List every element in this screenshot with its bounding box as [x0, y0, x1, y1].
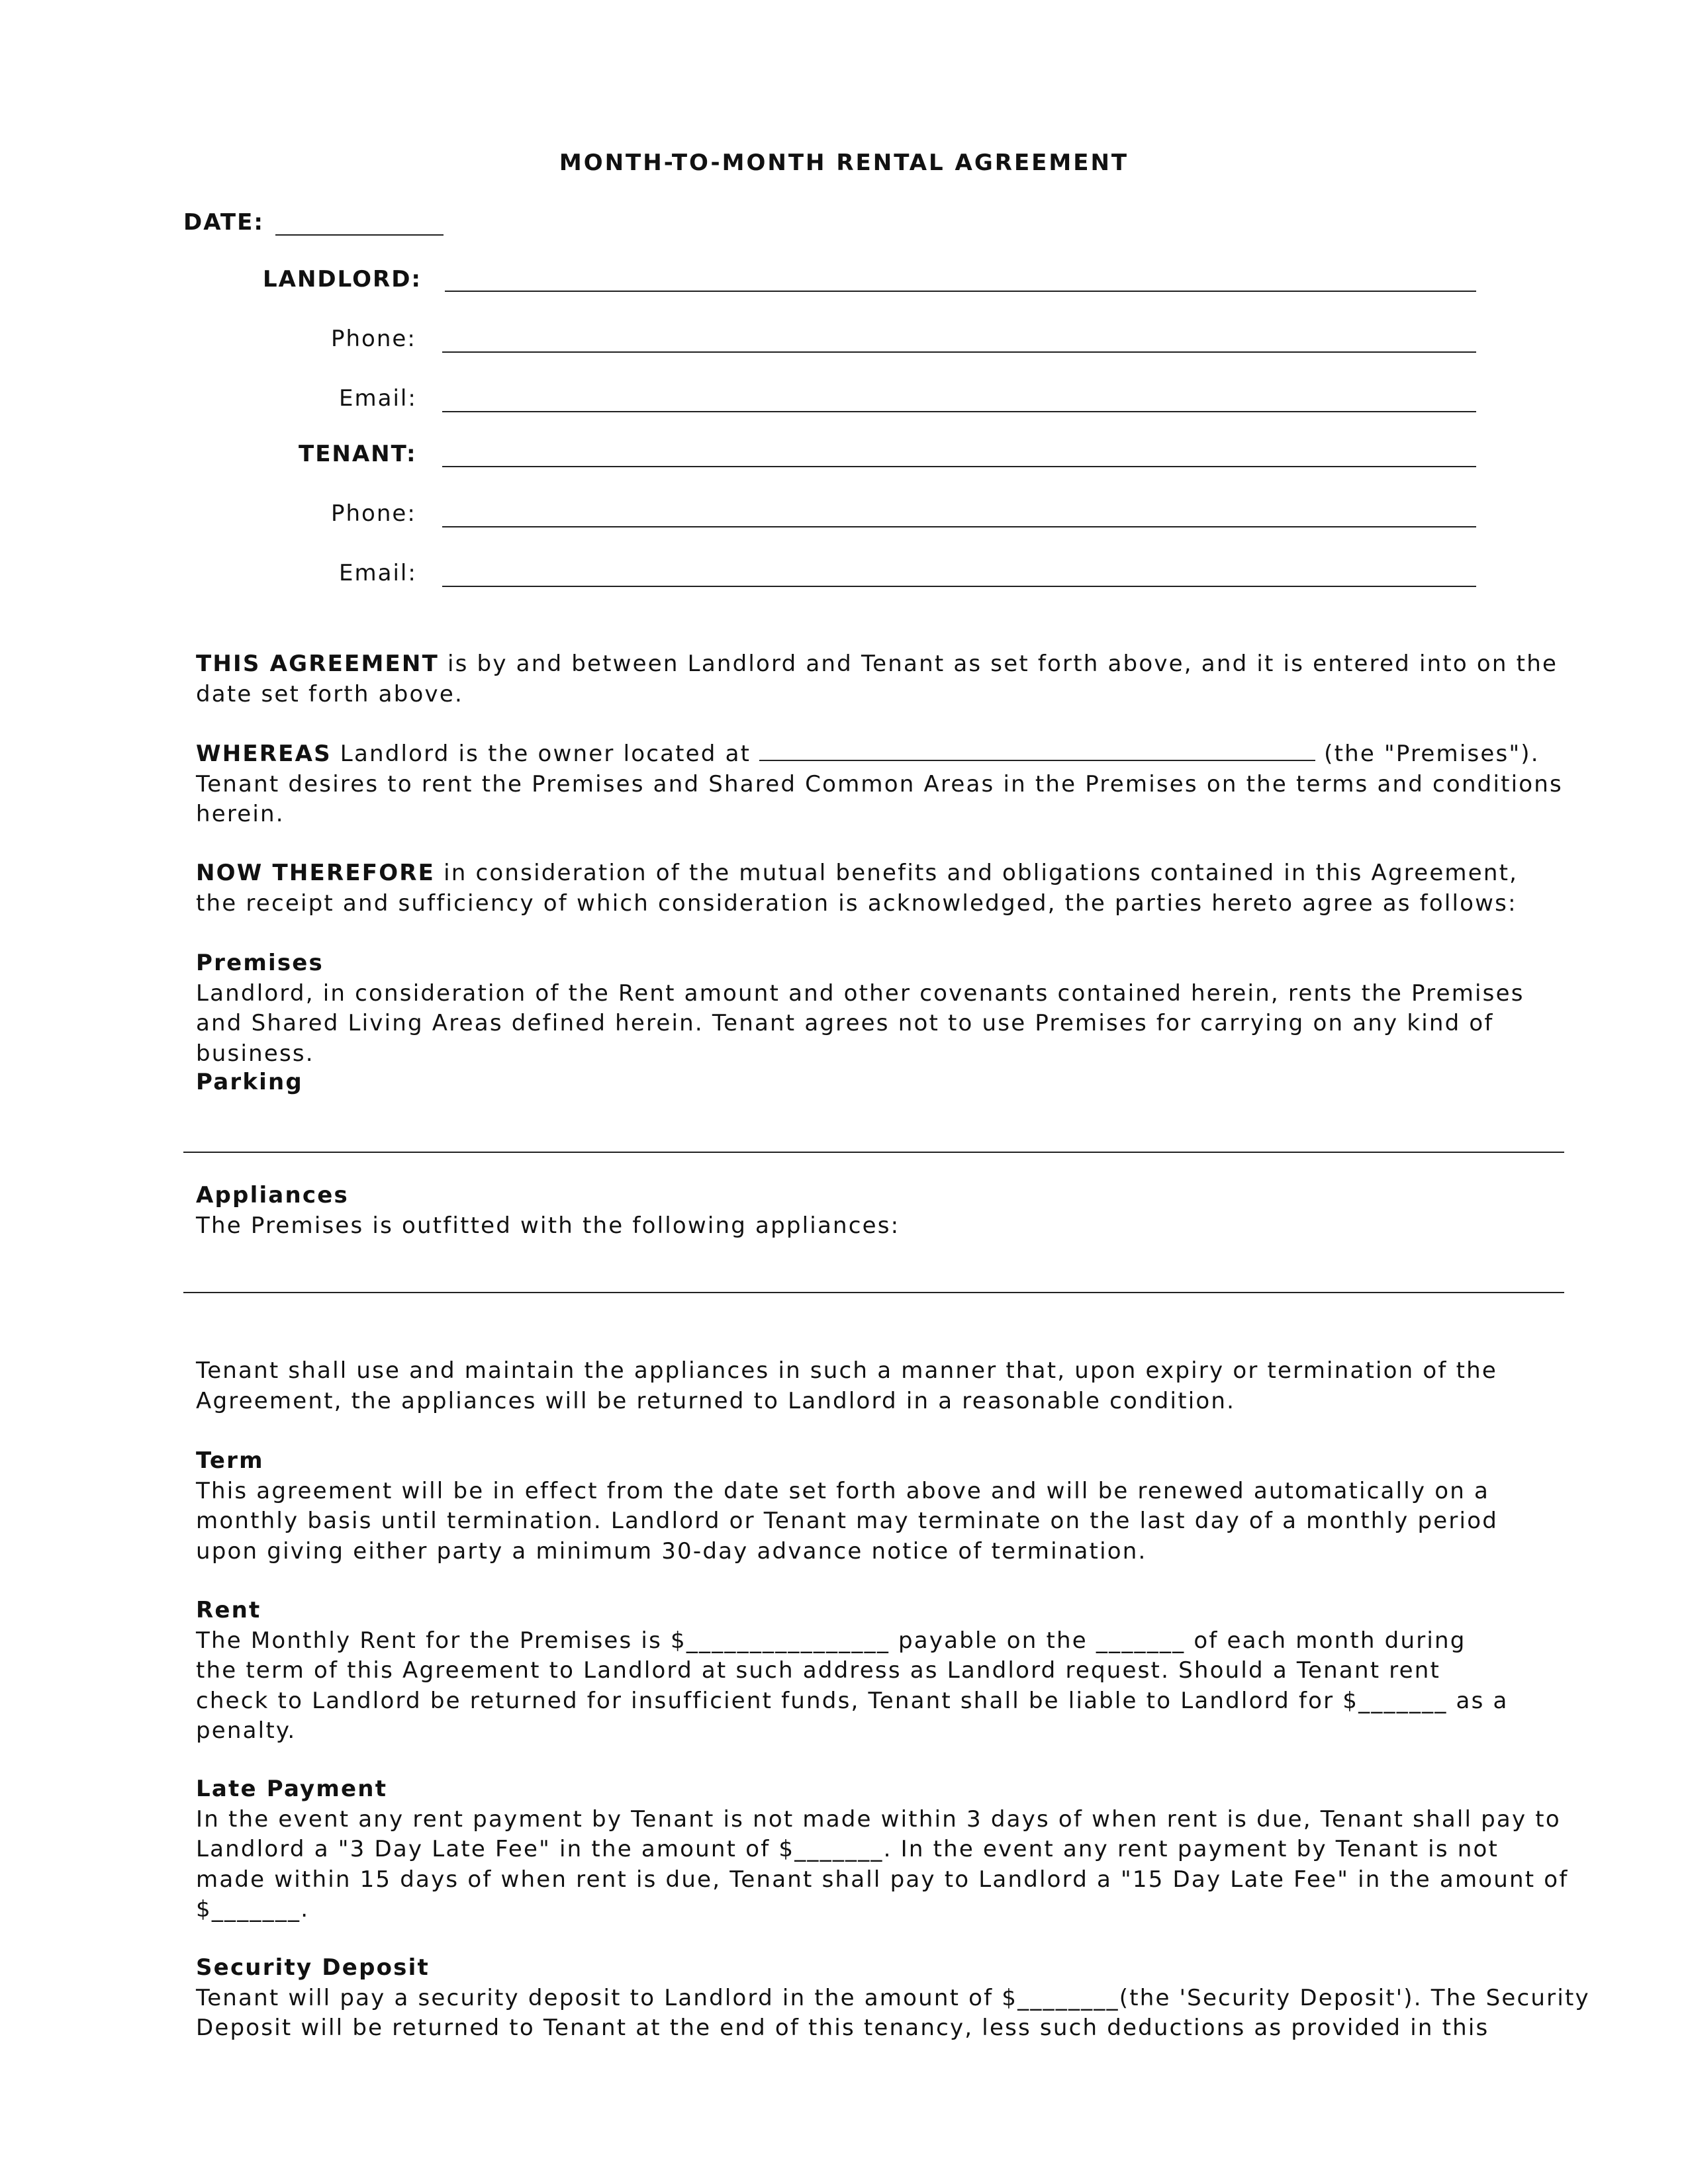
landlord-phone-label: Phone: [331, 326, 416, 352]
late-payment-section [196, 1774, 1569, 1925]
agreement-paragraph [196, 649, 1566, 709]
tenant-label: TENANT: [299, 441, 417, 467]
landlord-label: LANDLORD: [263, 266, 422, 293]
agreement-text: is by and between Landlord and Tenant as set forth above, and it is entered into on the date set forth above. [196, 651, 1558, 707]
late-payment-line: $_______. [196, 1896, 310, 1923]
appliances-field[interactable] [183, 1292, 1564, 1293]
rent-line: the term of this Agreement to Landlord at such address as Landlord request. Should a Tenant rent [196, 1657, 1441, 1684]
term-section [196, 1446, 1566, 1567]
rent-section [196, 1596, 1566, 1747]
tenant-phone-label: Phone: [331, 500, 416, 527]
tenant-email-field[interactable] [442, 586, 1476, 587]
late-payment-line: made within 15 days of when rent is due, Tenant shall pay to Landlord a "15 Day Late Fee" in the amount of [196, 1866, 1569, 1893]
date-field[interactable] [275, 234, 444, 236]
security-deposit-line: Tenant will pay a security deposit to Landlord in the amount of $________(the 'Security Deposit'). The Security [196, 1984, 1590, 2011]
document-title: MONTH-TO-MONTH RENTAL AGREEMENT [559, 150, 1129, 176]
rent-heading: Rent [196, 1597, 261, 1623]
parking-heading: Parking [196, 1069, 303, 1095]
parking-field[interactable] [183, 1152, 1564, 1153]
premises-address-field[interactable] [759, 740, 1315, 761]
premises-text: Landlord, in consideration of the Rent amount and other covenants contained herein, rents the Premises and Shared Living Areas defined herein. Tenant agrees not to use Premises for carrying on any kind of business. [196, 979, 1524, 1067]
security-deposit-heading: Security Deposit [196, 1954, 430, 1981]
parking-section [196, 1068, 1566, 1098]
late-payment-line: In the event any rent payment by Tenant is not made within 3 days of when rent is due, Tenant shall pay to [196, 1805, 1561, 1833]
rent-line: The Monthly Rent for the Premises is $________________ payable on the _______ of each month during [196, 1627, 1466, 1654]
agreement-lead: THIS AGREEMENT [196, 651, 439, 677]
tenant-phone-field[interactable] [442, 526, 1476, 527]
landlord-email-field[interactable] [442, 411, 1476, 412]
whereas-paragraph [196, 739, 1566, 830]
appliances-maintain-text: Tenant shall use and maintain the appliances in such a manner that, upon expiry or termination of the Agreement, the appliances will be returned to Landlord in a reasonable condition. [196, 1357, 1497, 1414]
appliances-text: The Premises is outfitted with the following appliances: [196, 1212, 900, 1239]
appliances-heading: Appliances [196, 1182, 349, 1208]
now-therefore-paragraph [196, 858, 1566, 919]
late-payment-heading: Late Payment [196, 1776, 388, 1802]
premises-heading: Premises [196, 950, 324, 976]
rent-line: penalty. [196, 1717, 297, 1744]
premises-section [196, 948, 1566, 1069]
term-text: This agreement will be in effect from the date set forth above and will be renewed automatically on a monthly basis until termination. Landlord or Tenant may terminate on the last day of a monthly period upon giving either party a minimum 30-day advance notice of termination. [196, 1477, 1498, 1565]
security-deposit-section [196, 1953, 1590, 2044]
late-payment-line: Landlord a "3 Day Late Fee" in the amount of $_______. In the event any rent payment by Tenant is not [196, 1836, 1499, 1862]
term-heading: Term [196, 1447, 264, 1474]
appliances-maintain-paragraph [196, 1356, 1566, 1416]
rent-line: check to Landlord be returned for insufficient funds, Tenant shall be liable to Landlord for $_______ as a [196, 1687, 1509, 1714]
tenant-field[interactable] [442, 466, 1476, 467]
whereas-text-after: (the "Premises"). Tenant desires to rent the Premises and Shared Common Areas in the Premises on the terms and conditions herein. [196, 741, 1563, 827]
now-therefore-text: in consideration of the mutual benefits and obligations contained in this Agreement, the receipt and sufficiency of which consideration is acknowledged, the parties hereto agree as follows: [196, 860, 1519, 917]
whereas-text-before: Landlord is the owner located at [331, 741, 760, 767]
landlord-phone-field[interactable] [442, 351, 1476, 353]
date-label: DATE: [183, 209, 264, 236]
now-therefore-lead: NOW THEREFORE [196, 860, 436, 886]
tenant-email-label: Email: [339, 560, 417, 586]
landlord-email-label: Email: [339, 385, 417, 412]
appliances-section [196, 1181, 1566, 1241]
landlord-field[interactable] [445, 291, 1476, 292]
security-deposit-line: Deposit will be returned to Tenant at the end of this tenancy, less such deductions as provided in this [196, 2015, 1489, 2041]
whereas-lead: WHEREAS [196, 741, 332, 767]
